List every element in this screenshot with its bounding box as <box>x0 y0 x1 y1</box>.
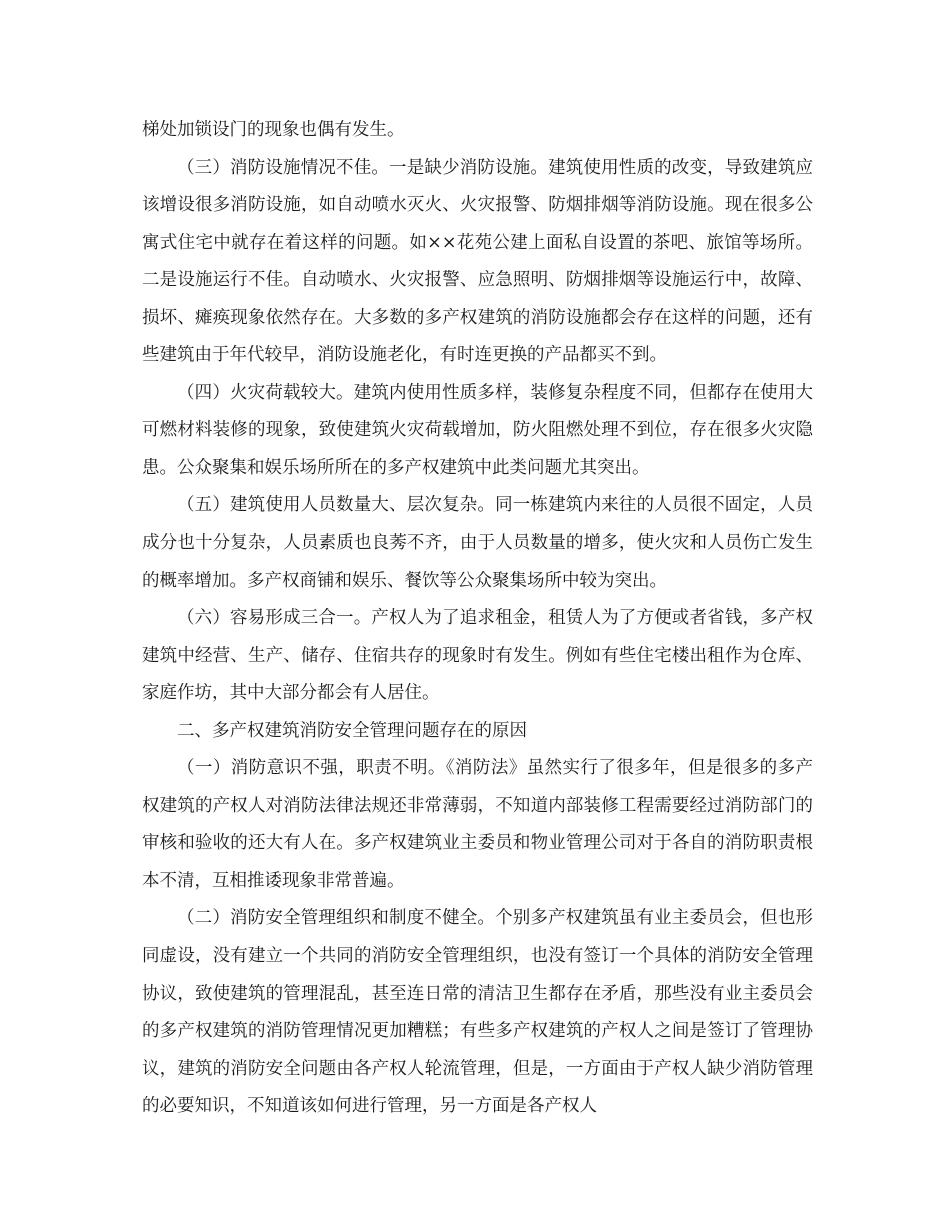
paragraph-awareness: （一）消防意识不强，职责不明。《消防法》虽然实行了很多年，但是很多的多产权建筑的产权人对消防法律法规还非常薄弱，不知道内部装修工程需要经过消防部门的审核和验收的还大有人在。多产权建筑业主委员和物业管理公司对于各自的消防职责根本不清，互相推诿现象非常普遍。 <box>142 758 813 891</box>
section-heading-causes: 二、多产权建筑消防安全管理问题存在的原因 <box>177 720 527 741</box>
paragraph-fire-load: （四）火灾荷载较大。建筑内使用性质多样，装修复杂程度不同，但都存在使用大可燃材料装修的现象，致使建筑火灾荷载增加，防火阻燃处理不到位，存在很多火灾隐患。公众聚集和娱乐场所所在的多产权建筑中此类问题尤其突出。 <box>142 382 813 478</box>
paragraph-continuation: 梯处加锁设门的现象也偶有发生。 <box>142 120 405 140</box>
paragraph-occupants: （五）建筑使用人员数量大、层次复杂。同一栋建筑内来往的人员很不固定，人员成分也十分复杂，人员素质也良莠不齐，由于人员数量的增多，使火灾和人员伤亡发生的概率增加。多产权商铺和娱乐、餐饮等公众聚集场所中较为突出。 <box>142 495 813 591</box>
paragraph-fire-facilities: （三）消防设施情况不佳。一是缺少消防设施。建筑使用性质的改变，导致建筑应该增设很多消防设施，如自动喷水灭火、火灾报警、防烟排烟等消防设施。现在很多公寓式住宅中就存在着这样的问题。如××花苑公建上面私自设置的茶吧、旅馆等场所。二是设施运行不佳。自动喷水、火灾报警、应急照明、防烟排烟等设施运行中，故障、损坏、瘫痪现象依然存在。大多数的多产权建筑的消防设施都会存在这样的问题，还有些建筑由于年代较早，消防设施老化，有时连更换的产品都买不到。 <box>142 157 813 366</box>
document-body <box>142 112 813 1126</box>
paragraph-three-in-one: （六）容易形成三合一。产权人为了追求租金，租赁人为了方便或者省钱，多产权建筑中经营、生产、储存、住宿共存的现象时有发生。例如有些住宅楼出租作为仓库、家庭作坊，其中大部分都会有人居住。 <box>142 608 813 704</box>
paragraph-management-organization: （二）消防安全管理组织和制度不健全。个别多产权建筑虽有业主委员会，但也形同虚设，没有建立一个共同的消防安全管理组织，也没有签订一个具体的消防安全管理协议，致使建筑的管理混乱，甚至连日常的清洁卫生都存在矛盾，那些没有业主委员会的多产权建筑的消防管理情况更加糟糕；有些多产权建筑的产权人之间是签订了管理协议，建筑的消防安全问题由各产权人轮流管理，但是，一方面由于产权人缺少消防管理的必要知识，不知道该如何进行管理，另一方面是各产权人 <box>142 908 813 1117</box>
